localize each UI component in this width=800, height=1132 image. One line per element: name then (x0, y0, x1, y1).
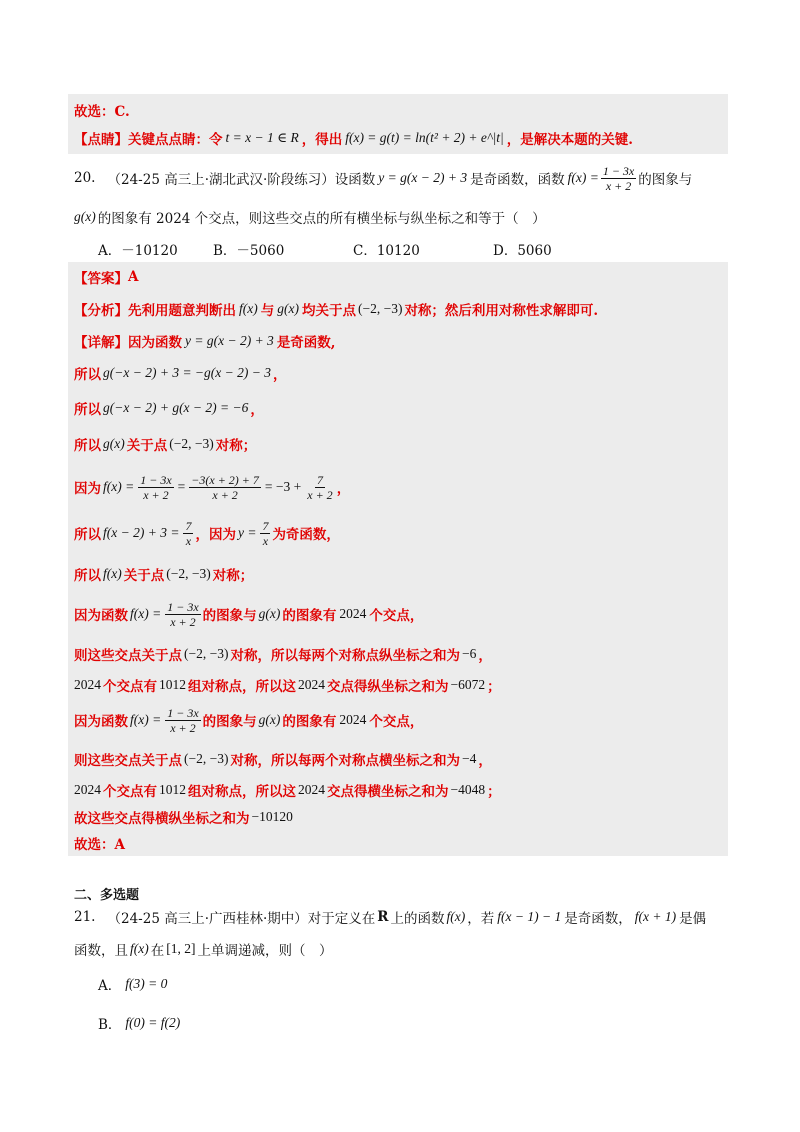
q21-option-b-label: B． (98, 1017, 122, 1033)
detail-9-end: ， (478, 648, 492, 664)
detail-9-value: −6 (461, 646, 477, 661)
detail-6-frac-1-num: 7 (185, 518, 192, 533)
point-math-2: f(x) = g(t) = ln(t² + 2) + e^|t| (345, 130, 504, 145)
q21-text-3: 是奇函数， (564, 911, 632, 927)
detail-line-7 (74, 561, 253, 587)
detail-4-pre: 所以 (74, 438, 101, 454)
detail-10-count: 2024 (74, 677, 101, 692)
q20-choice-d[interactable] (493, 239, 552, 259)
detail-5-frac-3-den: x + 2 (307, 487, 333, 502)
q20-text2: 的图象与 (638, 172, 693, 188)
q20-choice-a[interactable] (98, 239, 213, 259)
detail-13-end: ； (487, 784, 501, 800)
detail-10-a: 个交点有 (103, 679, 157, 695)
analysis-gx: g(x) (277, 301, 299, 316)
detail-7-end: 对称； (212, 568, 254, 584)
detail-8-mid2: 的图象有 (282, 608, 337, 624)
q21-cond-2: f(x + 1) (634, 909, 677, 924)
q20-frac-num: 1 − 3x (602, 163, 635, 178)
detail-line-6 (74, 513, 340, 553)
detail-7-fx: f(x) (103, 566, 122, 581)
choice-c-label: C． (353, 243, 377, 259)
detail-5-eq: = (177, 479, 186, 494)
detail-5-eq2: = −3 + (264, 479, 302, 494)
detail-11-mid: 的图象与 (202, 714, 257, 730)
q20-text3: 的图象有 2024 个交点，则这些交点的所有横坐标与纵坐标之和等于（ ） (97, 211, 546, 227)
detail-10-c: 交点得纵坐标之和为 (327, 679, 449, 695)
q20-number: 20. (74, 170, 96, 186)
q21-fx-2: f(x) (130, 941, 149, 956)
detail-13-value: −4048 (450, 782, 486, 797)
q20-func1: y = g(x − 2) + 3 (378, 170, 468, 185)
detail-1-pre: 因为函数 (128, 335, 182, 351)
analysis-text-1: 先利用题意判断出 (128, 303, 236, 319)
detail-5-pre: 因为 (74, 481, 101, 497)
q21-cond-1: f(x − 1) − 1 (497, 909, 562, 924)
q20-line-1 (74, 163, 692, 193)
q21-interval: [1, 2] (166, 941, 196, 956)
detail-5-frac-1-num: 1 − 3x (140, 472, 172, 487)
detail-4-point: (−2, −3) (169, 436, 214, 451)
analysis-fx: f(x) (239, 301, 258, 316)
q21-line-1 (74, 902, 706, 932)
detail-11-frac-den: x + 2 (170, 720, 196, 735)
detail-line-11 (74, 700, 423, 740)
detail-8-mid: 的图象与 (202, 608, 257, 624)
q21-text-4: 是偶 (679, 911, 707, 927)
analysis-line (74, 296, 598, 322)
detail-11-frac (165, 706, 200, 735)
q20-line-2 (74, 204, 546, 230)
detail-14-pre: 故这些交点得横纵坐标之和为 (74, 811, 250, 827)
q21-option-b[interactable] (98, 1010, 180, 1036)
detail-3-math: g(−x − 2) + g(x − 2) = −6 (103, 400, 249, 415)
q20-choices (98, 236, 552, 262)
point-text-2: ，得出 (301, 132, 343, 148)
detail-11-gx: g(x) (258, 712, 281, 727)
choice-d-value: 5060 (517, 243, 552, 259)
detail-8-gx: g(x) (258, 606, 281, 621)
detail-line-13 (74, 777, 501, 803)
detail-11-count: 2024 (339, 712, 367, 727)
detail-12-mid: 对称，所以每两个对称点横坐标之和为 (230, 753, 460, 769)
detail-5-frac-2-num: −3(x + 2) + 7 (191, 472, 259, 487)
detail-5-end: ， (336, 481, 351, 497)
detail-1-end: 是奇函数, (276, 335, 336, 351)
detail-9-pre: 则这些交点关于点 (74, 648, 182, 664)
q21-fx: f(x) (446, 909, 466, 924)
detail-10-count-2: 2024 (298, 677, 325, 692)
detail-7-point: (−2, −3) (166, 566, 211, 581)
detail-6-frac-2 (260, 519, 270, 548)
detail-6-frac-2-num: 7 (262, 518, 269, 533)
detail-6-mid: ，因为 (195, 527, 236, 543)
detail-3-pre: 所以 (74, 402, 101, 418)
detail-10-groups: 1012 (159, 677, 186, 692)
q21-text-6: 在 (150, 943, 165, 959)
detail-11-frac-num: 1 − 3x (167, 705, 199, 720)
detail-line-12 (74, 746, 492, 772)
prev-choose-line (74, 97, 130, 123)
answer-label: 【答案】 (74, 271, 128, 287)
detail-2-end: ， (273, 367, 287, 383)
q21-real-set: R (377, 909, 389, 925)
detail-12-point: (−2, −3) (184, 751, 229, 766)
detail-5-frac-2-den: x + 2 (212, 487, 238, 502)
q21-line-2 (74, 936, 332, 962)
answer-value: A (128, 269, 139, 285)
choice-b-value: －5060 (236, 243, 285, 259)
detail-6-y: y = (237, 525, 257, 540)
q21-option-a-value: f(3) = 0 (125, 976, 168, 991)
choice-a-value: －10120 (121, 243, 178, 259)
section-2-title: 二、多选题 (74, 887, 140, 903)
analysis-text-2: 与 (260, 303, 275, 319)
detail-6-pre: 所以 (74, 527, 101, 543)
detail-5-frac-2 (189, 473, 261, 502)
detail-9-mid: 对称，所以每两个对称点纵坐标之和为 (230, 648, 460, 664)
detail-line-1 (74, 328, 336, 354)
prev-point-line (74, 125, 633, 151)
detail-5-frac-3-num: 7 (316, 472, 323, 487)
detail-13-count-2: 2024 (298, 782, 325, 797)
point-text-1: 关键点点睛：令 (128, 132, 223, 148)
analysis-text-3: 均关于点 (301, 303, 356, 319)
detail-line-2 (74, 360, 287, 386)
detail-line-14 (74, 804, 295, 830)
detail-11-fx: f(x) = (130, 712, 162, 727)
detail-line-4 (74, 431, 256, 457)
detail-5-fx: f(x) = (103, 479, 135, 494)
detail-line-3 (74, 395, 264, 421)
detail-13-groups: 1012 (159, 782, 186, 797)
detail-6-frac-1 (183, 519, 193, 548)
detail-10-end: ； (487, 679, 501, 695)
q20-choice-b[interactable] (213, 239, 353, 259)
q21-text-1: 上的函数 (390, 911, 445, 927)
detail-12-value: −4 (461, 751, 477, 766)
analysis-label: 【分析】 (74, 303, 128, 319)
q21-option-a-label: A． (98, 978, 122, 994)
q20-fx: f(x) = (567, 170, 599, 185)
q21-option-b-value: f(0) = f(2) (125, 1015, 181, 1030)
detail-14-value: −10120 (251, 809, 293, 824)
detail-2-pre: 所以 (74, 367, 101, 383)
q20-gx: g(x) (74, 209, 96, 224)
detail-8-end: 个交点， (369, 608, 424, 624)
choice-c-value: 10120 (376, 243, 420, 259)
detail-5-frac-1-den: x + 2 (143, 487, 169, 502)
detail-8-frac (165, 600, 200, 629)
q20-text1: 是奇函数，函数 (470, 172, 565, 188)
point-label: 【点睛】 (74, 132, 128, 148)
detail-8-fx: f(x) = (130, 606, 162, 621)
choice-d-label: D． (493, 243, 518, 259)
detail-8-count: 2024 (339, 606, 367, 621)
choose-a-line (74, 830, 125, 856)
detail-11-mid2: 的图象有 (282, 714, 337, 730)
detail-11-pre: 因为函数 (74, 714, 128, 730)
detail-10-b: 组对称点，所以这 (188, 679, 296, 695)
detail-6-end: 为奇函数， (272, 527, 340, 543)
detail-line-10 (74, 672, 501, 698)
detail-4-mid: 关于点 (126, 438, 168, 454)
q21-option-a[interactable] (98, 971, 167, 997)
q20-frac-den: x + 2 (605, 178, 632, 193)
detail-2-math: g(−x − 2) + 3 = −g(x − 2) − 3 (103, 365, 271, 380)
detail-13-c: 交点得横坐标之和为 (327, 784, 449, 800)
q21-source: （24-25 高三上·广西桂林·期中）对于定义在 (107, 911, 376, 927)
point-math-1: t = x − 1 ∈ R (225, 130, 299, 145)
analysis-text-4: 对称；然后利用对称性求解即可. (404, 303, 599, 319)
analysis-point: (−2, −3) (357, 301, 403, 316)
detail-5-frac-3 (305, 473, 334, 502)
detail-12-end: ， (478, 753, 492, 769)
detail-6-frac-2-den: x (262, 533, 269, 548)
detail-12-pre: 则这些交点关于点 (74, 753, 182, 769)
choose-a-text: 故选：A (74, 837, 125, 853)
prev-choose-text: 故选：C. (74, 104, 130, 120)
detail-label: 【详解】 (74, 335, 128, 351)
detail-5-frac-1 (138, 473, 173, 502)
detail-line-5 (74, 467, 350, 507)
detail-1-math: y = g(x − 2) + 3 (185, 333, 274, 348)
detail-8-frac-den: x + 2 (170, 614, 196, 629)
q21-text-7: 上单调递减，则（ ） (197, 943, 333, 959)
detail-9-point: (−2, −3) (184, 646, 229, 661)
detail-6-frac-1-den: x (185, 533, 192, 548)
detail-6-math: f(x − 2) + 3 = (103, 525, 180, 540)
q20-choice-c[interactable] (353, 239, 493, 259)
detail-13-b: 组对称点，所以这 (188, 784, 296, 800)
detail-4-gx: g(x) (103, 436, 125, 451)
detail-8-pre: 因为函数 (74, 608, 128, 624)
q20-fraction (601, 164, 636, 193)
detail-line-8 (74, 594, 423, 634)
q21-number: 21. (74, 909, 96, 925)
answer-line (74, 264, 138, 290)
detail-7-mid: 关于点 (123, 568, 165, 584)
point-text-3: ，是解决本题的关键. (506, 132, 633, 148)
q20-source: （24-25 高三上·湖北武汉·阶段练习）设函数 (107, 172, 376, 188)
choice-b-label: B． (213, 243, 237, 259)
detail-11-end: 个交点， (369, 714, 424, 730)
detail-7-pre: 所以 (74, 568, 101, 584)
detail-8-frac-num: 1 − 3x (167, 599, 199, 614)
detail-3-end: ， (250, 402, 264, 418)
detail-4-end: 对称； (215, 438, 257, 454)
detail-13-count: 2024 (74, 782, 101, 797)
detail-line-9 (74, 641, 492, 667)
detail-10-value: −6072 (450, 677, 486, 692)
q21-text-5: 函数，且 (74, 943, 128, 959)
detail-13-a: 个交点有 (103, 784, 157, 800)
q21-text-2: ，若 (467, 911, 495, 927)
choice-a-label: A． (98, 243, 122, 259)
